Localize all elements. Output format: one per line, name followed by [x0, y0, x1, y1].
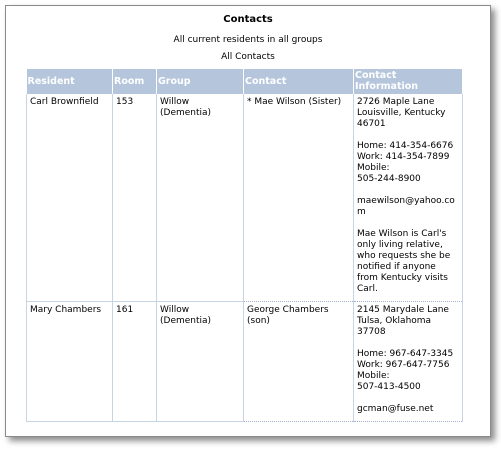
- room-cell: 153: [113, 94, 157, 302]
- email-block: [357, 196, 459, 218]
- phone-line: Home: 967-647-3345: [357, 349, 454, 359]
- address-line: 37708: [357, 327, 386, 337]
- report-subtitle-2: All Contacts: [221, 52, 275, 62]
- phone-line: Home: 414-354-6676: [357, 141, 454, 151]
- email-text: maewilson@yahoo.com: [357, 196, 455, 217]
- table-row: [27, 302, 463, 422]
- contact-info-cell: [354, 302, 463, 422]
- address-block: [357, 97, 459, 130]
- group-cell: Willow (Dementia): [157, 94, 244, 302]
- report-title: Contacts: [223, 14, 273, 25]
- header-room: Room: [113, 69, 157, 94]
- email-text: gcman@fuse.net: [357, 404, 434, 414]
- room-cell: 161: [113, 302, 157, 422]
- header-group: Group: [157, 69, 244, 94]
- header-contact-information: Contact Information: [354, 69, 463, 94]
- header-contact: Contact: [244, 69, 354, 94]
- address-line: 46701: [357, 119, 386, 129]
- phone-line: Work: 967-647-7756: [357, 360, 450, 370]
- phone-line: 507-413-4500: [357, 382, 421, 392]
- phone-block: [357, 141, 459, 185]
- contacts-table: [26, 69, 463, 422]
- phone-line: 505-244-8900: [357, 174, 421, 184]
- contact-cell: George Chambers (son): [244, 302, 354, 422]
- phone-line: Work: 414-354-7899: [357, 152, 450, 162]
- resident-cell: Mary Chambers: [27, 302, 113, 422]
- group-cell: Willow (Dementia): [157, 302, 244, 422]
- table-row: [27, 94, 463, 302]
- address-block: [357, 305, 459, 338]
- phone-line: Mobile:: [357, 163, 390, 173]
- phone-line: Mobile:: [357, 371, 390, 381]
- address-line: Louisville, Kentucky: [357, 108, 446, 118]
- address-line: 2726 Maple Lane: [357, 97, 435, 107]
- contact-info-cell: [354, 94, 463, 302]
- note-block: [357, 229, 459, 295]
- header-resident: Resident: [27, 69, 113, 94]
- note-text: Mae Wilson is Carl's only living relative, who requests she be notified if anyone from Kentucky visits Carl.: [357, 229, 454, 294]
- header-row: [27, 69, 463, 94]
- contact-cell: * Mae Wilson (Sister): [244, 94, 354, 302]
- resident-cell: Carl Brownfield: [27, 94, 113, 302]
- report-subtitle: All current residents in all groups: [173, 35, 323, 45]
- address-line: 2145 Marydale Lane: [357, 305, 449, 315]
- phone-block: [357, 349, 459, 393]
- report-window: [5, 5, 491, 437]
- email-block: [357, 404, 459, 415]
- address-line: Tulsa, Oklahoma: [357, 316, 432, 326]
